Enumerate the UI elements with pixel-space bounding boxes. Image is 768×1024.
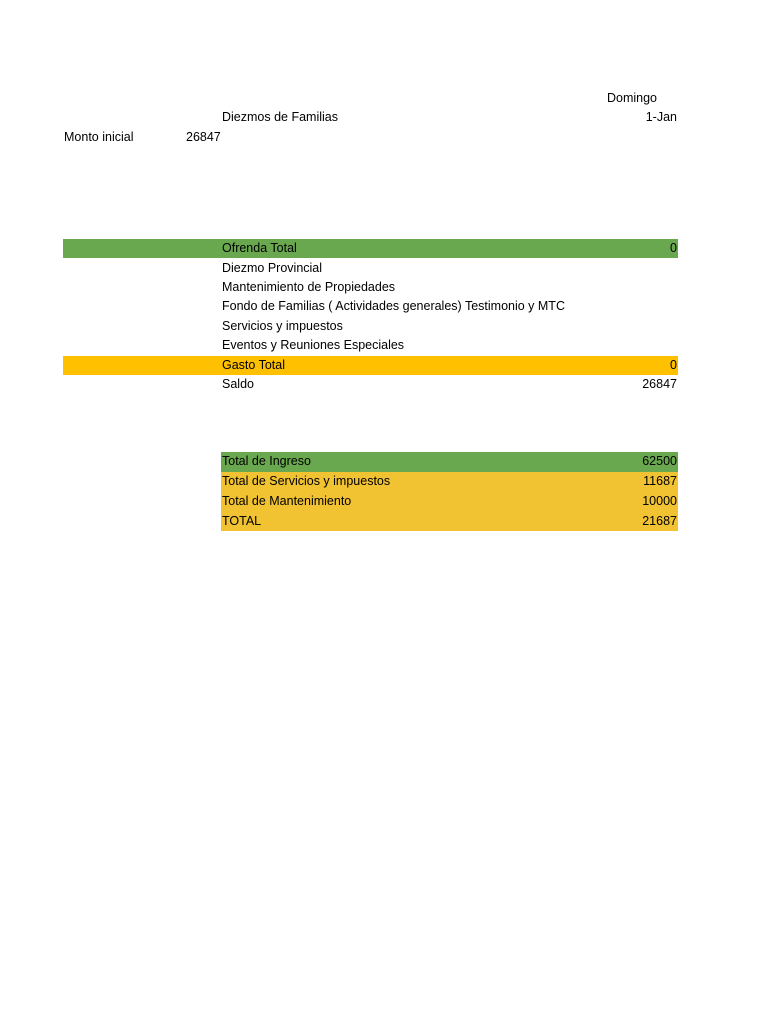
day-label: Domingo <box>606 91 657 105</box>
date-label: 1-Jan <box>645 110 677 124</box>
expense-item: Eventos y Reuniones Especiales <box>222 338 405 352</box>
offering-total-value: 0 <box>670 241 677 255</box>
summary-total-value: 21687 <box>642 514 677 528</box>
expense-total-value: 0 <box>670 358 677 372</box>
initial-amount-value: 26847 <box>186 130 221 144</box>
expense-item: Diezmo Provincial <box>222 261 323 275</box>
summary-value: 62500 <box>642 454 677 468</box>
initial-amount-label: Monto inicial <box>64 130 134 144</box>
summary-label: Total de Servicios y impuestos <box>222 474 391 488</box>
summary-value: 10000 <box>642 494 677 508</box>
summary-total-label: TOTAL <box>222 514 262 528</box>
summary-label: Total de Mantenimiento <box>222 494 352 508</box>
expense-item: Fondo de Familias ( Actividades generales) Testimonio y MTC <box>222 299 565 313</box>
summary-value: 11687 <box>643 474 677 488</box>
summary-label: Total de Ingreso <box>222 454 311 468</box>
offering-total-label: Ofrenda Total <box>222 241 297 255</box>
expense-item: Servicios y impuestos <box>222 319 343 333</box>
sheet-title: Diezmos de Familias <box>222 110 339 124</box>
expense-total-label: Gasto Total <box>222 358 286 372</box>
expense-item: Mantenimiento de Propiedades <box>222 280 396 294</box>
balance-label: Saldo <box>222 377 254 391</box>
balance-value: 26847 <box>642 377 677 391</box>
